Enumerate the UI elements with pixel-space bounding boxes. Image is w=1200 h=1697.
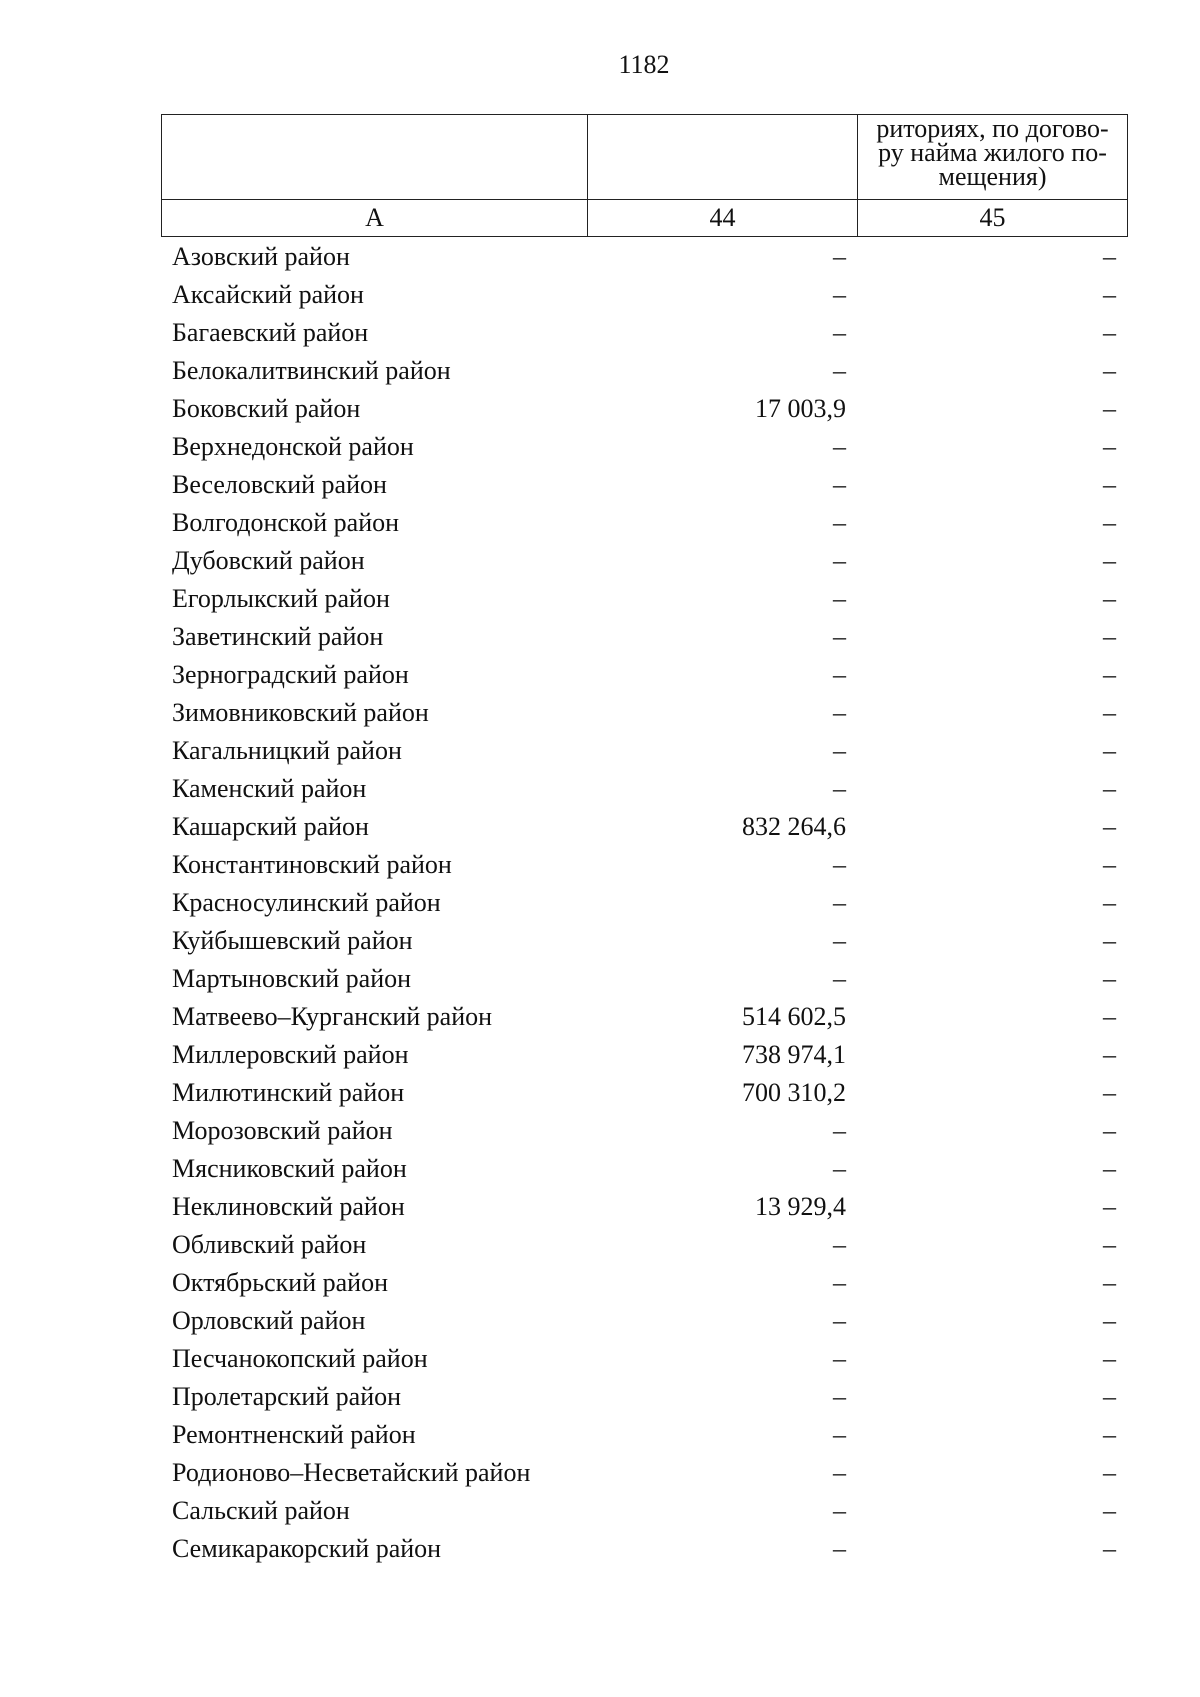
district-name: Семикаракорский район <box>172 1534 442 1563</box>
value-col-45: – <box>1103 508 1116 537</box>
value-col-44: – <box>833 1458 846 1487</box>
district-name: Пролетарский район <box>172 1382 402 1411</box>
table-row <box>161 808 1127 846</box>
value-col-45: – <box>1103 356 1116 385</box>
table-row <box>161 618 1127 656</box>
value-col-44: – <box>833 1306 846 1335</box>
column-number-44: 44 <box>588 200 858 237</box>
value-col-45: – <box>1103 394 1116 423</box>
table-row <box>161 428 1127 466</box>
value-col-44: – <box>833 1534 846 1563</box>
value-col-45: – <box>1103 1420 1116 1449</box>
value-col-45: – <box>1103 1458 1116 1487</box>
value-col-44: – <box>833 698 846 727</box>
table-row <box>161 1530 1127 1568</box>
district-name: Милютинский район <box>172 1078 405 1107</box>
value-col-44: 17 003,9 <box>755 394 846 423</box>
table-row <box>161 846 1127 884</box>
value-col-45: – <box>1103 1154 1116 1183</box>
table-row <box>161 504 1127 542</box>
value-col-45: – <box>1103 1002 1116 1031</box>
district-name: Песчанокопский район <box>172 1344 428 1373</box>
district-name: Багаевский район <box>172 318 369 347</box>
column-number-a: А <box>162 200 588 237</box>
value-col-44: – <box>833 356 846 385</box>
value-col-45: – <box>1103 584 1116 613</box>
value-col-44: – <box>833 546 846 575</box>
table-row <box>161 998 1127 1036</box>
value-col-44: – <box>833 660 846 689</box>
value-col-45: – <box>1103 1268 1116 1297</box>
value-col-45: – <box>1103 964 1116 993</box>
value-col-45: – <box>1103 850 1116 879</box>
table-row <box>161 542 1127 580</box>
value-col-45: – <box>1103 1078 1116 1107</box>
header-text-44 <box>588 115 857 117</box>
district-name: Кагальницкий район <box>172 736 402 765</box>
district-name: Куйбышевский район <box>172 926 413 955</box>
table-row <box>161 1112 1127 1150</box>
value-col-44: – <box>833 850 846 879</box>
table-row <box>161 1036 1127 1074</box>
table-row <box>161 1416 1127 1454</box>
table-row <box>161 276 1127 314</box>
district-name: Сальский район <box>172 1496 350 1525</box>
table-row <box>161 732 1127 770</box>
table-row <box>161 656 1127 694</box>
table-row <box>161 1188 1127 1226</box>
value-col-44: – <box>833 1268 846 1297</box>
table-row <box>161 1264 1127 1302</box>
table-row <box>161 884 1127 922</box>
table-row <box>161 580 1127 618</box>
value-col-45: – <box>1103 1496 1116 1525</box>
table-row <box>161 1340 1127 1378</box>
value-col-45: – <box>1103 546 1116 575</box>
table-row <box>161 922 1127 960</box>
value-col-44: – <box>833 888 846 917</box>
value-col-45: – <box>1103 432 1116 461</box>
value-col-44: – <box>833 470 846 499</box>
district-name: Волгодонской район <box>172 508 400 537</box>
district-name: Заветинский район <box>172 622 384 651</box>
value-col-45: – <box>1103 736 1116 765</box>
table-row <box>161 314 1127 352</box>
district-name: Матвеево–Курганский район <box>172 1002 493 1031</box>
district-name: Ремонтненский район <box>172 1420 416 1449</box>
district-name: Каменский район <box>172 774 367 803</box>
header-text-45: риториях, по догово- ру найма жилого по- мещения) <box>876 114 1109 191</box>
value-col-45: – <box>1103 1116 1116 1145</box>
value-col-44: – <box>833 736 846 765</box>
value-col-45: – <box>1103 1534 1116 1563</box>
value-col-44: 738 974,1 <box>742 1040 846 1069</box>
value-col-44: – <box>833 242 846 271</box>
value-col-44: – <box>833 926 846 955</box>
value-col-44: – <box>833 774 846 803</box>
column-number-45: 45 <box>858 200 1128 237</box>
value-col-44: – <box>833 1116 846 1145</box>
value-col-45: – <box>1103 280 1116 309</box>
district-name: Красносулинский район <box>172 888 441 917</box>
value-col-44: – <box>833 964 846 993</box>
table-row <box>161 694 1127 732</box>
value-col-45: – <box>1103 774 1116 803</box>
district-name: Егорлыкский район <box>172 584 390 613</box>
value-col-45: – <box>1103 1192 1116 1221</box>
value-col-45: – <box>1103 470 1116 499</box>
district-name: Морозовский район <box>172 1116 393 1145</box>
value-col-45: – <box>1103 318 1116 347</box>
district-name: Верхнедонской район <box>172 432 414 461</box>
table-row <box>161 1378 1127 1416</box>
district-name: Зерноградский район <box>172 660 409 689</box>
value-col-45: – <box>1103 888 1116 917</box>
value-col-44: – <box>833 1230 846 1259</box>
value-col-45: – <box>1103 1382 1116 1411</box>
table-row <box>161 770 1127 808</box>
value-col-44: – <box>833 1344 846 1373</box>
district-name: Веселовский район <box>172 470 387 499</box>
page-number: 1182 <box>618 50 670 79</box>
value-col-44: 514 602,5 <box>742 1002 846 1031</box>
table-row <box>161 1302 1127 1340</box>
district-name: Орловский район <box>172 1306 366 1335</box>
table-row <box>161 1492 1127 1530</box>
value-col-45: – <box>1103 926 1116 955</box>
table-row <box>161 390 1127 428</box>
value-col-44: – <box>833 622 846 651</box>
value-col-45: – <box>1103 1344 1116 1373</box>
table-row <box>161 1454 1127 1492</box>
value-col-44: – <box>833 432 846 461</box>
value-col-45: – <box>1103 1230 1116 1259</box>
column-number-row <box>162 200 1128 237</box>
district-name: Азовский район <box>172 242 350 271</box>
value-col-44: 700 310,2 <box>742 1078 846 1107</box>
value-col-45: – <box>1103 622 1116 651</box>
district-name: Миллеровский район <box>172 1040 409 1069</box>
value-col-44: – <box>833 584 846 613</box>
district-name: Зимовниковский район <box>172 698 429 727</box>
header-cell-a <box>162 115 588 200</box>
value-col-44: – <box>833 280 846 309</box>
table-header <box>161 114 1128 237</box>
district-name: Неклиновский район <box>172 1192 405 1221</box>
table-body <box>161 238 1127 1568</box>
district-name: Мартыновский район <box>172 964 412 993</box>
value-col-45: – <box>1103 698 1116 727</box>
value-col-45: – <box>1103 660 1116 689</box>
value-col-44: 832 264,6 <box>742 812 846 841</box>
table-row <box>161 238 1127 276</box>
table-row <box>161 1226 1127 1264</box>
value-col-44: – <box>833 1154 846 1183</box>
district-name: Родионово–Несветайский район <box>172 1458 531 1487</box>
district-name: Мясниковский район <box>172 1154 407 1183</box>
value-col-45: – <box>1103 242 1116 271</box>
value-col-45: – <box>1103 1040 1116 1069</box>
value-col-44: – <box>833 508 846 537</box>
header-text-a <box>162 115 587 117</box>
header-cell-45 <box>858 115 1128 200</box>
value-col-45: – <box>1103 1306 1116 1335</box>
header-title-row <box>162 115 1128 200</box>
table-row <box>161 960 1127 998</box>
district-name: Октябрьский район <box>172 1268 388 1297</box>
value-col-44: 13 929,4 <box>755 1192 846 1221</box>
table-row <box>161 1074 1127 1112</box>
header-cell-44 <box>588 115 858 200</box>
district-name: Боковский район <box>172 394 361 423</box>
value-col-44: – <box>833 318 846 347</box>
district-name: Кашарский район <box>172 812 369 841</box>
value-col-44: – <box>833 1420 846 1449</box>
value-col-44: – <box>833 1382 846 1411</box>
district-name: Обливский район <box>172 1230 367 1259</box>
district-name: Константиновский район <box>172 850 452 879</box>
district-name: Аксайский район <box>172 280 364 309</box>
table-row <box>161 352 1127 390</box>
district-name: Дубовский район <box>172 546 365 575</box>
table-row <box>161 466 1127 504</box>
table-row <box>161 1150 1127 1188</box>
value-col-44: – <box>833 1496 846 1525</box>
district-name: Белокалитвинский район <box>172 356 451 385</box>
value-col-45: – <box>1103 812 1116 841</box>
